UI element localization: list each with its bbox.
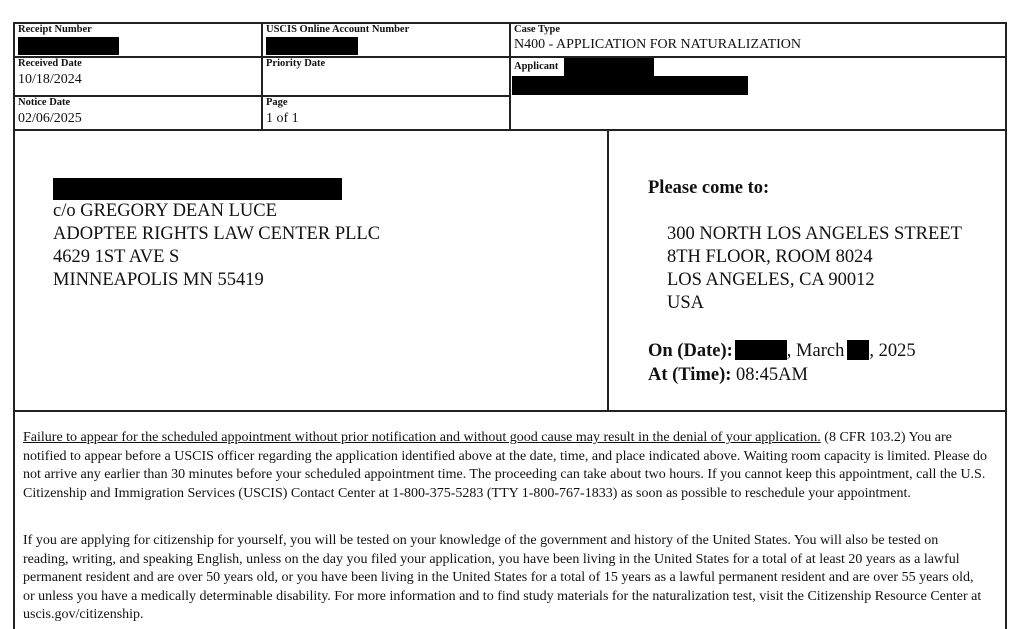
recipient-line-city: MINNEAPOLIS MN 55419 (53, 270, 264, 290)
address-bottom-border (13, 410, 1006, 412)
applicant-label: Applicant (514, 61, 559, 72)
applicant-redaction-2 (512, 76, 748, 95)
uscis-account-label: USCIS Online Account Number (266, 24, 410, 35)
address-middle-divider (607, 129, 609, 411)
recipient-name-redaction (53, 178, 342, 200)
date-daynum-redaction (847, 340, 869, 360)
receipt-number-redaction (18, 37, 119, 55)
appointment-line-street: 300 NORTH LOS ANGELES STREET (667, 224, 962, 244)
time-value: 08:45AM (731, 365, 808, 385)
notice-date-value: 02/06/2025 (18, 111, 82, 126)
header-col-divider-2 (509, 22, 511, 130)
appointment-address (667, 223, 962, 315)
date-label: On (Date): (648, 341, 733, 361)
appointment-line-floor: 8TH FLOOR, ROOM 8024 (667, 247, 873, 267)
header-left-border (13, 22, 15, 130)
received-date-label: Received Date (18, 58, 82, 69)
date-month: , March (786, 341, 845, 361)
failure-to-appear-warning: Failure to appear for the scheduled appointment without prior notification and without good cause may result in the denial of your application. (23, 430, 821, 445)
uscis-account-redaction (266, 37, 358, 55)
case-type-label: Case Type (514, 24, 560, 35)
recipient-line-firm: ADOPTEE RIGHTS LAW CENTER PLLC (53, 224, 381, 244)
header-right-border (1005, 22, 1007, 130)
recipient-line-co: c/o GREGORY DEAN LUCE (53, 201, 277, 221)
page-label: Page (266, 97, 288, 108)
recipient-line-street: 4629 1ST AVE S (53, 247, 180, 267)
appointment-time-row (648, 364, 808, 387)
date-day-redaction (735, 340, 787, 360)
priority-date-label: Priority Date (266, 58, 326, 69)
please-come-to-heading: Please come to: (648, 178, 770, 198)
notice-right-border (1005, 410, 1007, 629)
appointment-line-city: LOS ANGELES, CA 90012 (667, 270, 875, 290)
appointment-line-country: USA (667, 293, 705, 313)
case-type-value: N400 - APPLICATION FOR NATURALIZATION (514, 37, 801, 52)
received-date-value: 10/18/2024 (18, 72, 82, 87)
recipient-address (53, 200, 380, 292)
appointment-date-row (648, 340, 916, 363)
header-col-divider-1 (261, 22, 263, 130)
notice-date-label: Notice Date (18, 97, 71, 108)
date-year: , 2025 (869, 341, 916, 361)
notice-left-border (13, 410, 15, 629)
notice-paragraph-1 (23, 429, 988, 503)
applicant-redaction-1 (564, 58, 654, 76)
time-label: At (Time): (648, 365, 732, 385)
notice-paragraph-1-rest: (8 CFR 103.2) You are notified to appear before a USCIS officer regarding the application identified above at the date, time, and place indicated above. Waiting room capacity is limited. Please do not arrive any earlier than 30 minutes before your scheduled appointment time. The proceeding can take about two hours. If you cannot keep this appointment, call the U.S. Citizenship and Immigration Services (USCIS) Contact Center at 1-800-375-5283 (TTY 1-800-767-1833) as soon as possible to reschedule your appointment. (23, 430, 988, 501)
notice-paragraph-2: If you are applying for citizenship for yourself, you will be tested on your knowledge of the government and history of the United States. You will also be tested on reading, writing, and speaking English, unless on the day you filed your application, you have been living in the United States for a total of at least 20 years as a lawful permanent resident and are over 50 years old, or you have been living in the United States for a total of 15 years as a lawful permanent resident and are over 55 years old, or unless you have a medically determinable disability. For more information and to find study materials for the naturalization test, visit the Citizenship Resource Center at uscis.gov/citizenship. (23, 533, 982, 622)
page-value: 1 of 1 (266, 111, 299, 126)
address-right-border (1005, 129, 1007, 411)
receipt-number-label: Receipt Number (18, 24, 92, 35)
address-left-border (13, 129, 15, 411)
